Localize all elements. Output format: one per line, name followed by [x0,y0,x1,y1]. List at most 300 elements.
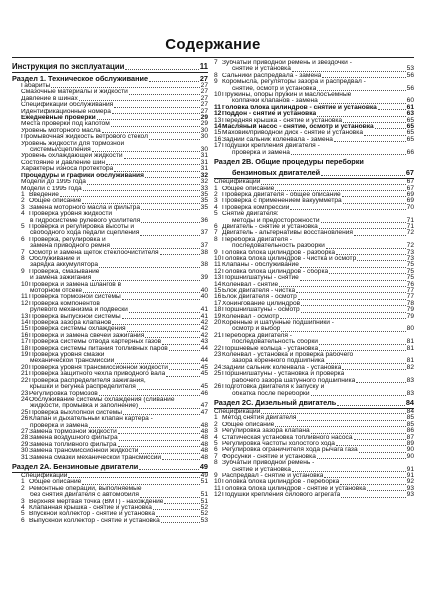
toc-entry-title: Зубчатый приводной ремень и звездочки - [222,60,352,66]
dot-leader [139,408,200,409]
toc-entry[interactable] [214,150,414,156]
dot-leader [139,469,199,470]
dot-leader [334,141,406,142]
dot-leader [169,350,200,351]
toc-entry-title: жидкости, промывка и заполнение) [30,403,139,410]
toc-entry-title: Головка блока цилиндров - чистка и осмотр [222,255,357,262]
toc-entry-title: Проверка распределителя зажигания, [29,377,146,384]
dot-leader [317,458,406,459]
dot-leader [102,132,200,133]
dot-leader [82,203,199,204]
toc-entry-title: Коренные и шатунные подшипники - [222,320,335,327]
toc-entry-title: Форсунки - снятие и установка [222,453,316,460]
toc-entry-page: 27 [200,88,208,96]
toc-entry-page: 39 [200,274,208,282]
toc-entry-title: Головка блока цилиндров - переборка [222,479,340,486]
toc-entry-title: Подушки крепления двигателя - [222,143,320,150]
toc-entry-title: Проверка и замена свечей зажигания [29,332,145,339]
toc-entry-number: 26 [214,383,222,391]
toc-entry-title: Блок двигателя - осмотр [222,294,297,301]
toc-entry-title: Габариты [21,83,51,89]
toc-entry-title: Снятие двигателя: [222,211,279,218]
toc-entry-title: Обслуживание системы охлаждения (сливание [29,396,175,403]
toc-entry-number: 11 [214,484,221,492]
toc-entry-page: 45 [200,370,208,378]
toc-entry[interactable] [214,169,414,179]
toc-entry-title: Клапан и дыхательный клапан картера - [29,416,153,423]
toc-entry-page: 75 [406,274,414,282]
dot-leader [319,103,406,104]
dot-leader [141,209,200,210]
dot-leader [342,196,406,197]
dot-leader [319,350,406,351]
dot-leader [343,122,406,123]
toc-entry-page: 35 [200,203,208,211]
toc-entry-page: 51 [200,497,208,505]
toc-entry-page: 72 [406,242,414,250]
toc-entry-title: крышки и бегунка распределителя [30,384,136,391]
toc-entry-title: Головка блока цилиндров - сборка [222,268,329,275]
dot-leader [357,260,405,261]
toc-entry-title: Спецификации [21,472,68,479]
toc-entry-number: 23 [21,389,29,397]
dot-leader [162,459,200,460]
toc-entry-number: 3 [214,197,218,205]
toc-entry-page: 85 [406,414,414,422]
dot-leader [122,318,200,319]
toc-entry-page: 81 [406,357,414,365]
toc-entry-number: 24 [214,363,222,371]
toc-entry[interactable] [214,399,414,409]
toc-entry-page: 37 [200,229,208,237]
toc-entry-number: 8 [214,71,218,79]
toc-entry-number: 20 [214,319,222,327]
toc-entry-title: Ежедневные проверки [21,115,96,122]
dot-leader [354,439,406,440]
toc-entry-page: 84 [406,407,414,415]
toc-entry-number: 2 [21,197,25,205]
toc-entry-title: Процедуры и графики обслуживания [21,172,144,179]
dot-leader [149,81,199,82]
dot-leader [129,312,200,313]
toc-entry-title: Распредвал - снятие и установка [222,472,324,479]
toc-entry-title: Спецификации [214,408,261,415]
toc-entry-title: Проверка компрессии [222,204,290,211]
toc-entry-title: Замена топливного фильтра [29,441,117,448]
toc-entry-title: и замена зажигания [30,275,92,282]
toc-entry-number: 12 [214,491,222,499]
toc-entry-number: 12 [21,299,29,307]
toc-entry-number: 5 [214,210,218,218]
toc-entry[interactable] [12,463,208,473]
toc-entry-number: 7 [214,229,218,237]
dot-leader [317,116,405,117]
toc-entry-number: 6 [21,235,25,243]
dot-leader [311,433,406,434]
toc-entry-title: осмотр и выбор [232,326,281,333]
toc-entry-number: 4 [214,203,218,211]
toc-entry-title: Клапаны - обслуживание [222,262,299,269]
dot-leader [161,522,200,523]
toc-entry-page: 82 [406,363,414,371]
toc-entry-title: Подушки крепления силового агрегата [222,492,341,499]
toc-entry-title: Проверка уровня трансмиссионной жидкости [29,364,168,371]
dot-leader [125,69,198,70]
toc-entry-number: 3 [214,427,218,435]
toc-entry-page: 52 [200,510,208,518]
dot-leader [301,312,406,313]
toc-entry-page: 35 [200,197,208,205]
toc-entry-page: 32 [200,178,208,186]
toc-entry-page: 90 [406,446,414,454]
toc-entry-number: 16 [214,293,222,301]
toc-entry-page: 31 [200,158,208,166]
dot-leader [164,503,199,504]
toc-entry-number: 2 [21,484,25,492]
toc-entry-title: Задний сальник коленвала - установка [222,364,342,371]
toc-entry-number: 21 [21,370,29,378]
toc-entry-title: Регулировка частоты холостого хода [222,440,335,447]
toc-entry-page: 86 [406,427,414,435]
toc-entry-title: Коленвал - снятие [222,281,279,288]
toc-entry-number: 25 [214,370,222,378]
toc-entry-page: 48 [200,440,208,448]
toc-entry-number: 14 [214,123,222,131]
dot-leader [326,363,406,364]
dot-leader [153,509,200,510]
toc-entry-page: 27 [199,74,208,83]
toc-entry-title: системы/сцепления [30,147,91,154]
dot-leader [137,389,200,390]
toc-entry-page: 84 [405,397,414,407]
toc-entry-title: Поршни/шатуны - осмотр [222,307,300,314]
toc-entry-page: 60 [406,97,414,105]
toc-entry-page: 65 [406,129,414,137]
toc-entry-number: 9 [214,248,218,256]
toc-entry-number: 19 [214,312,222,320]
toc-entry-page: 65 [406,116,414,124]
toc-entry-number: 9 [214,78,218,86]
dot-leader [291,154,406,155]
toc-entry-page: 77 [406,287,414,294]
toc-entry-title: Сальники распредвала - замена [222,72,322,79]
toc-entry-page: 92 [406,478,414,486]
toc-entry-title: Спецификации [214,179,261,186]
toc-entry-page: 72 [406,229,414,237]
dot-leader [145,337,199,338]
toc-entry-title: Раздел 1. Техническое обслуживание [12,75,149,83]
toc-entry[interactable] [214,391,414,397]
dot-leader [336,445,406,446]
toc-entry-title: Клапанная крышка - снятие и установка [29,505,152,511]
toc-entry-title: Места проверки под капотом [21,121,110,128]
dot-leader [115,363,199,364]
dot-leader [326,248,406,249]
toc-entry-title: Проверка системы питания топливных паров [29,345,168,352]
toc-entry-page: 31 [200,152,208,160]
dot-leader [296,292,405,293]
toc-entry-number: 15 [214,287,222,294]
toc-entry-title: Проверка двигателя - общее описание [222,191,341,198]
toc-entry-title: Проверка тормозной системы [29,294,121,301]
toc-entry[interactable] [12,455,208,461]
dot-leader [261,184,405,185]
toc-entry-number: 10 [214,254,222,262]
toc-entry-page: 91 [406,471,414,479]
dot-leader [140,497,200,498]
toc-entry-number: 19 [21,351,29,359]
dot-leader [127,331,200,332]
dot-leader [378,109,406,110]
toc-entry-title: Проверка и регулировка высоты и [29,223,135,230]
dot-leader [83,190,200,191]
toc-entry-number: 1 [21,478,25,486]
dot-leader [375,128,406,129]
dot-leader [311,395,406,396]
toc-entry-page: 79 [406,306,414,314]
toc-entry-title: Общее описание [222,421,275,428]
toc-entry-page: 33 [200,184,208,192]
dot-leader [106,164,200,165]
dot-leader [356,382,405,383]
toc-entry-number: 11 [214,103,221,111]
toc-entry-title: Замена тормозной жидкости [29,428,117,435]
dot-leader [275,426,405,427]
toc-entry-title: Проверка выхлопной системы [29,409,123,416]
toc-entry-page: 91 [406,465,414,473]
toc-entry-title: бензиновых двигателей [232,169,321,178]
toc-entry-page: 67 [406,184,414,192]
toc-entry-page: 89 [406,439,414,447]
toc-entry-page: 27 [200,82,208,89]
toc-entry-title: Маховик/приводной диск - снятие и установка [222,130,364,137]
dot-leader [112,324,199,325]
dot-leader [92,280,200,281]
toc-entry-page: 49 [200,471,208,479]
toc-entry-title: рулевого механизма и подвески [30,307,128,314]
toc-entry[interactable] [12,518,208,524]
dot-leader [145,177,200,178]
dot-leader [123,414,200,415]
toc-entry-title: Масляный насос - снятие, осмотр и установка [222,124,374,131]
toc-entry-page: 75 [406,261,414,269]
toc-entry-title: Проверка уровня жидкости [29,211,113,218]
toc-entry-page: 76 [406,280,414,288]
toc-entry-number: 14 [214,280,222,288]
toc-entry-number: 7 [21,248,25,256]
toc-entry-title: Головка блока цилиндров - снятие и установка [222,485,366,492]
dot-leader [114,171,199,172]
toc-entry-page: 78 [406,299,414,307]
toc-entry-title: Проверка, регулировка и [29,236,106,243]
toc-entry-page: 67 [406,178,414,186]
dot-leader [319,344,406,345]
dot-leader [359,452,406,453]
toc-entry-number: 4 [21,504,25,511]
dot-leader [114,107,199,108]
toc-entry-page: 61 [406,103,414,111]
toc-entry-title: Передняя крышка - снятие и установка [222,117,343,124]
dot-leader [324,477,405,478]
toc-entry-title: механической трансмиссии [30,358,115,365]
toc-entry-title: Проверка, смазывание [29,268,100,275]
dot-leader [300,267,406,268]
toc-entry-title: Пружины, опоры пружин и маслосъемные [222,92,352,99]
dot-leader [319,228,406,229]
dot-leader [129,94,200,95]
toc-entry-title: Модели с 1995 года [21,185,82,192]
toc-entry-page: 47 [200,402,208,410]
toc-entry-page: 70 [406,203,414,211]
toc-entry-page: 42 [200,325,208,333]
toc-entry-title: Двигатель - снятие и установка [222,223,318,230]
toc-entry-title: Регулировка ограничителя хода рычага газа [222,447,358,454]
toc-entry[interactable] [214,492,414,498]
toc-entry-title: снятие и установка [232,66,291,73]
toc-entry-number: 12 [214,110,222,118]
dot-leader [160,254,200,255]
toc-entry-number: 5 [214,439,218,447]
toc-entry-title: Модели до 1995 года [21,179,86,186]
toc-entry[interactable] [214,158,414,166]
toc-entry-title: колпачки клапанов - замена [232,98,318,105]
dot-leader [336,254,406,255]
toc-entry-number: 22 [21,376,29,384]
toc-entry-number: 10 [214,478,222,486]
dot-leader [124,158,200,159]
toc-entry-title: проверка и замена [30,422,88,429]
toc-entry-page: 30 [200,146,208,154]
toc-entry-title: Двигатель - альтернативы восстановления [222,230,353,237]
toc-entry-page: 46 [200,389,208,397]
dot-leader [340,484,405,485]
dot-leader [162,344,199,345]
toc-entry-page: 48 [200,421,208,429]
toc-entry-title: Введение [29,191,59,198]
toc-entry-number: 2 [214,190,218,198]
toc-entry-title: Смазочные материалы и жидкости [21,89,128,96]
toc-entry-page: 27 [200,94,208,102]
toc-entry-title: Инструкция по эксплуатации [12,63,125,71]
dot-leader [112,113,200,114]
dot-leader [297,420,405,421]
toc-entry[interactable] [12,63,208,73]
toc-entry-number: 30 [21,447,29,455]
toc-entry-page: 51 [200,491,208,499]
toc-entry-page: 35 [200,190,208,198]
toc-entry-title: Характеры износа протектора [21,166,114,173]
toc-entry-page: 65 [406,135,414,143]
dot-leader [298,299,406,300]
toc-entry-page: 48 [200,427,208,435]
toc-entry-page: 48 [200,453,208,461]
dot-leader [111,248,200,249]
toc-entry-title: Метод снятия двигателя [222,415,297,422]
toc-entry-number: 14 [21,319,29,327]
toc-entry-title: Проверка и замена шлангов в [29,281,122,288]
toc-entry-title: Статическая установка топливного насоса [222,434,353,441]
toc-entry-number: 5 [21,222,25,230]
toc-entry-page: 27 [200,107,208,115]
toc-entry-number: 9 [214,471,218,479]
dot-leader [119,440,200,441]
dot-leader [329,273,406,274]
dot-leader [292,71,406,72]
toc-entry-page: 77 [406,293,414,301]
dot-leader [364,135,406,136]
dot-leader [281,331,405,332]
toc-entry-title: Промывочная жидкость ветрового стекол [21,134,148,141]
toc-entry-page: 83 [406,389,414,397]
toc-entry-number: 8 [21,254,25,262]
toc-entry-title: Коромысла, регуляторы зазора и распредвал - [222,79,366,86]
toc-entry-title: Зубчатый приводной ремень - [222,460,315,467]
toc-entry-page: 56 [406,84,414,92]
toc-entry-title: зазора коренного подшипника [232,358,325,365]
toc-entry-title: Переборка двигателя - [222,332,292,339]
dot-leader [122,299,200,300]
dot-leader [60,196,200,197]
dot-leader [118,433,200,434]
toc-entry-number: 11 [214,261,221,269]
toc-entry-page: 63 [406,110,414,118]
toc-entry-title: Проверка с применением вакуумметра [222,198,342,205]
toc-entry-title: Общее описание [29,198,82,205]
toc-entry-page: 69 [406,190,414,198]
toc-entry-title: Проверка уровня смазки [29,352,105,359]
toc-entry[interactable] [12,75,208,83]
toc-entry-number: 24 [21,395,29,403]
dot-leader [79,100,200,101]
toc-entry-page: 87 [406,433,414,441]
dot-leader [141,222,199,223]
dot-leader [275,190,405,191]
toc-entry-title: Верхняя мертвая точка (ВМТ) - нахождение [29,498,164,505]
toc-entry-number: 7 [214,59,218,66]
toc-entry-number: 8 [214,459,218,467]
toc-entry-title: в гидросистеме рулевого усилителя [30,217,141,224]
toc-entry-number: 9 [21,267,25,275]
toc-entry-page: 42 [200,319,208,327]
toc-entry-number: 27 [21,427,29,435]
dot-leader [51,87,199,88]
toc-entry-title: Общее описание [222,185,275,192]
toc-entry-page: 73 [406,254,414,262]
toc-entry-page: 56 [406,71,414,79]
toc-entry-page: 79 [406,312,414,320]
toc-entry-number: 28 [21,434,29,442]
dot-leader [280,318,406,319]
toc-left-column [12,60,208,524]
toc-entry-title: Задний сальник коленвала - замена [222,136,333,143]
toc-entry-title: Проверка защитного чехла приводного вала [29,371,166,378]
toc-entry-title: Раздел 2В. Общие процедуры переборки [214,158,364,167]
dot-leader [321,222,406,223]
toc-entry-title: Подготовка двигателя к запуску и [222,384,325,391]
dot-leader [290,209,405,210]
toc-entry-page: 80 [406,325,414,333]
toc-entry-title: обкатка после переборки [232,390,310,397]
toc-entry-number: 17 [214,299,222,307]
toc-entry-page: 53 [200,516,208,524]
dot-leader [97,119,200,120]
dot-leader [354,235,406,236]
toc-entry-title: Проверка компонентов [29,300,100,307]
toc-entry-title: Регулировка зазора клапана [222,428,310,435]
toc-entry-page: 75 [406,267,414,275]
toc-entry-number: 23 [214,351,222,359]
toc-entry-title: Осмотр и замена щеток стеклоочистителя [29,249,159,256]
